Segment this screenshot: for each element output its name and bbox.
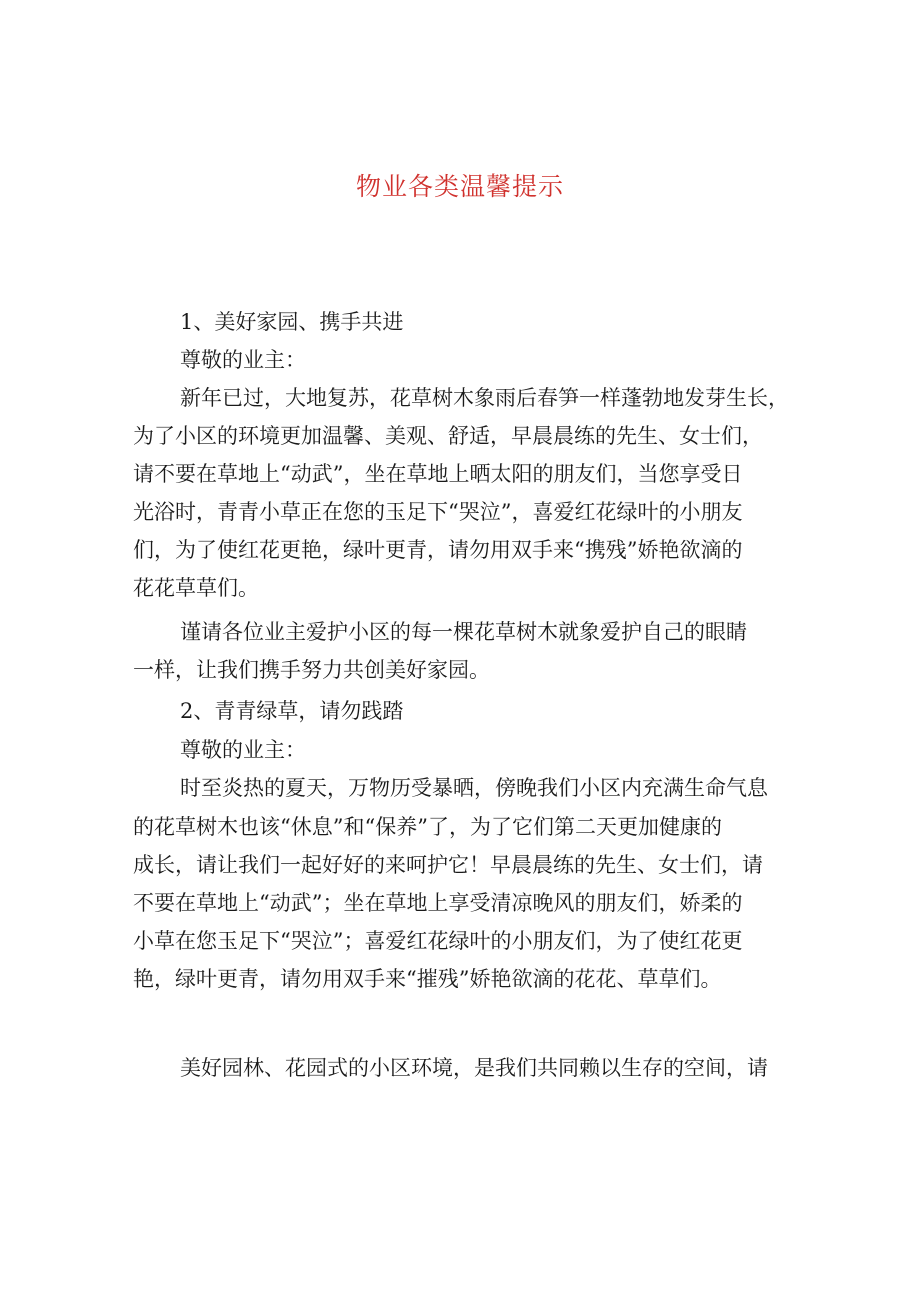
paragraph-line: 请不要在草地上“动武”，坐在草地上晒太阳的朋友们，当您享受日 <box>133 462 743 486</box>
document-title: 物业各类温馨提示 <box>355 172 564 201</box>
salutation-1: 尊敬的业主： <box>180 348 306 372</box>
section-heading-1: 1、美好家园、携手共进 <box>180 310 404 334</box>
paragraph-line: 成长，请让我们一起好好的来呵护它！早晨晨练的先生、女士们，请 <box>133 853 763 877</box>
paragraph-line: 的花草树木也该“休息”和“保养”了，为了它们第二天更加健康的 <box>133 815 722 839</box>
paragraph-line: 不要在草地上“动武”；坐在草地上享受清凉晚风的朋友们，娇柔的 <box>133 891 743 915</box>
salutation-2: 尊敬的业主： <box>180 738 306 762</box>
paragraph-line: 一样，让我们携手努力共创美好家园。 <box>133 658 490 682</box>
paragraph-line: 们，为了使红花更艳，绿叶更青，请勿用双手来“携残”娇艳欲滴的 <box>133 538 743 562</box>
paragraph-line: 花花草草们。 <box>133 576 259 600</box>
paragraph-line: 谨请各位业主爱护小区的每一棵花草树木就象爱护自己的眼睛 <box>180 620 747 644</box>
paragraph-line: 光浴时，青青小草正在您的玉足下“哭泣”，喜爱红花绿叶的小朋友 <box>133 500 743 524</box>
paragraph-line: 艳，绿叶更青，请勿用双手来“摧残”娇艳欲滴的花花、草草们。 <box>133 967 722 991</box>
paragraph-line: 美好园林、花园式的小区环境，是我们共同赖以生存的空间，请 <box>180 1056 768 1080</box>
section-heading-2: 2、青青绿草，请勿践踏 <box>180 699 404 723</box>
paragraph-line: 小草在您玉足下“哭泣”；喜爱红花绿叶的小朋友们，为了使红花更 <box>133 929 743 953</box>
paragraph-line: 为了小区的环境更加温馨、美观、舒适，早晨晨练的先生、女士们， <box>133 424 763 448</box>
paragraph-line: 新年已过，大地复苏，花草树木象雨后春笋一样蓬勃地发芽生长， <box>180 386 789 410</box>
paragraph-line: 时至炎热的夏天，万物历受暴晒，傍晚我们小区内充满生命气息 <box>180 776 768 800</box>
